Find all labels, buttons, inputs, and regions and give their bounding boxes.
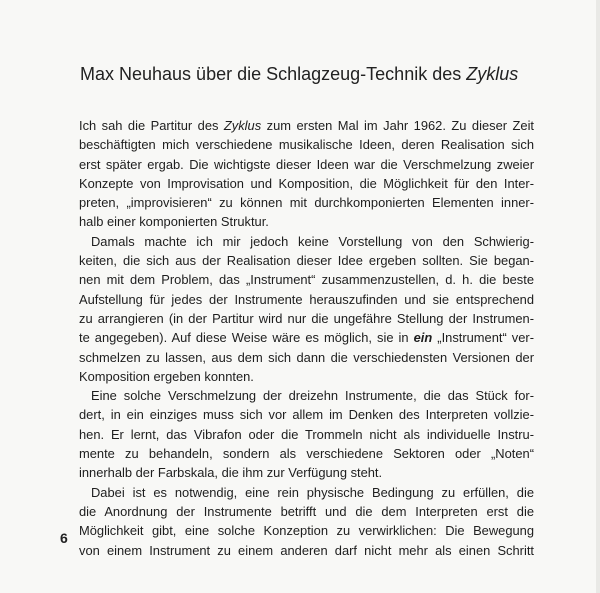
strong-emphasis: ein xyxy=(413,330,433,346)
text-line: keiten, die sich aus der Realisation dieser Idee ergeben sollten. Sie began- xyxy=(79,253,534,269)
heading-emphasis: Zyklus xyxy=(466,64,519,84)
text-line: Komposition ergeben konnten. xyxy=(79,368,254,384)
text-line: schmelzen zu lassen, aus dem sich dann die verschiedensten Versionen der xyxy=(79,349,534,365)
text-line: Dabei ist es notwendig, eine rein physische Bedingung zu erfüllen, die xyxy=(91,484,534,500)
text-line: mente zu behandeln, sondern als verschiedene Sektoren oder „Noten“ xyxy=(79,446,534,462)
heading-text: Max Neuhaus über die Schlagzeug-Technik des xyxy=(80,64,467,84)
text-line: te angegeben). Auf diese Weise wäre es möglich, sie in ein „Instrument“ ver- xyxy=(79,330,534,346)
page-edge-shadow xyxy=(596,0,600,593)
text-line: halb einer komponierten Struktur. xyxy=(79,214,269,230)
text-line: die Anordnung der Instrumente betrifft und die dem Interpreten erst die xyxy=(79,503,534,519)
paragraph xyxy=(79,386,534,482)
text-line: innerhalb der Farbskala, die ihm zur Verfügung steht. xyxy=(79,465,383,481)
text-line: Damals machte ich mir jedoch keine Vorstellung von den Schwierig- xyxy=(91,233,534,249)
text-line: Ich sah die Partitur des Zyklus zum ersten Mal im Jahr 1962. Zu dieser Zeit xyxy=(79,118,534,133)
emphasis: Zyklus xyxy=(223,118,262,133)
text-line: Konzepte von Improvisation und Komposition, die Möglichkeit für den Inter- xyxy=(79,175,534,191)
text-line: Eine solche Verschmelzung der dreizehn Instrumente, die das Stück for- xyxy=(91,388,534,404)
text-line: von einem Instrument zu einem anderen darf nicht mehr als einen Schritt xyxy=(79,542,534,558)
text-line: preten, „improvisieren“ zu können mit durchkomponierten Elementen inner- xyxy=(79,195,534,211)
text-line: erst später ergab. Die wichtigste dieser Ideen war die Verschmelzung zweier xyxy=(79,156,534,172)
text-line: dert, in ein einziges muss sich vor allem im Denken des Interpreten vollzie- xyxy=(79,407,534,423)
text-line: beschäftigten mich verschiedene musikalische Ideen, deren Realisation sich xyxy=(79,137,534,153)
text-line: hen. Er lernt, das Vibrafon oder die Trommeln nicht als individuelle Instru- xyxy=(79,426,534,442)
page-heading xyxy=(80,63,518,85)
text-line: Möglichkeit gibt, eine solche Konzeption zu verwirklichen: Die Bewegung xyxy=(79,523,534,539)
text-line: nen mit dem Problem, das „Instrument“ zusammenzustellen, d. h. die beste xyxy=(79,272,534,288)
paragraph xyxy=(79,483,534,560)
paragraph xyxy=(79,116,534,232)
text-line: Aufstellung für jedes der Instrumente herauszufinden und sie entsprechend xyxy=(79,291,534,307)
body-text xyxy=(79,116,534,560)
text-line: zu arrangieren (in der Partitur wird nur die ungefähre Stellung der Instrumen- xyxy=(79,310,534,326)
paragraph xyxy=(79,232,534,386)
page-number: 6 xyxy=(60,530,68,546)
